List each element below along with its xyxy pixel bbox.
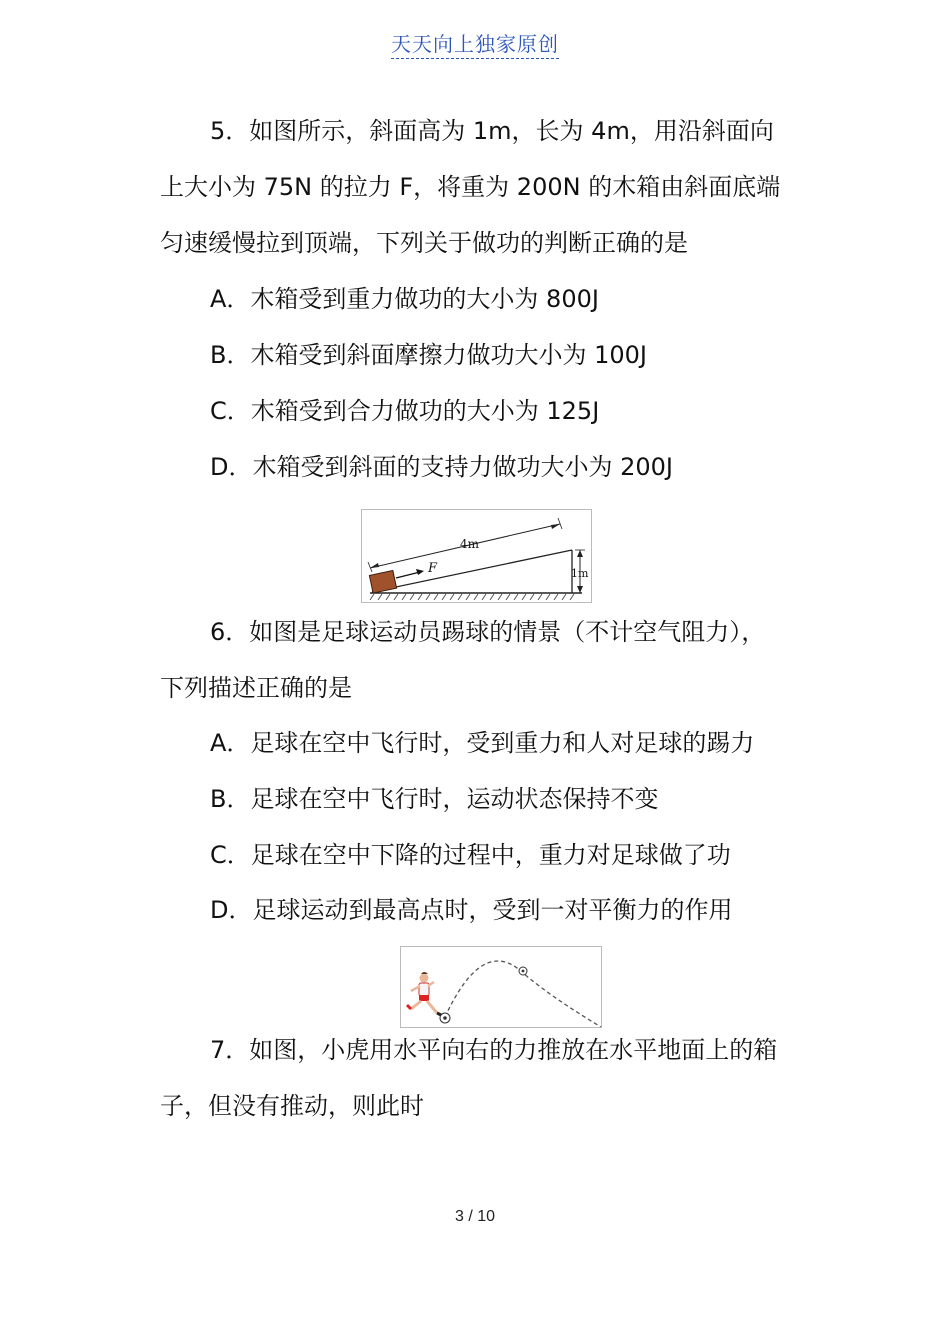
q5-stem-line3: 匀速缓慢拉到顶端，下列关于做功的判断正确的是 — [160, 229, 688, 257]
incline-diagram — [362, 510, 591, 602]
page-header — [0, 28, 950, 57]
q6-option-c: C．足球在空中下降的过程中，重力对足球做了功 — [210, 841, 731, 869]
q6-stem-line2: 下列描述正确的是 — [160, 674, 352, 702]
q5-option-b: B．木箱受到斜面摩擦力做功大小为 100J — [210, 341, 647, 369]
incline-slope — [372, 550, 572, 592]
q5-option-a: A．木箱受到重力做功的大小为 800J — [210, 285, 599, 313]
q6-option-a: A．足球在空中飞行时，受到重力和人对足球的踢力 — [210, 729, 755, 757]
q6-option-b: B．足球在空中飞行时，运动状态保持不变 — [210, 785, 659, 813]
height-label: 1m — [571, 567, 589, 580]
football-diagram — [401, 947, 601, 1027]
length-label: 4m — [460, 537, 480, 551]
football-player-icon — [407, 972, 441, 1015]
q5-stem-line2: 上大小为 75N 的拉力 F，将重为 200N 的木箱由斜面底端 — [160, 173, 781, 201]
q5-option-c: C．木箱受到合力做功的大小为 125J — [210, 397, 600, 425]
incline-figure — [361, 509, 592, 603]
force-label: F — [428, 561, 438, 576]
q7-stem-line2: 子，但没有推动，则此时 — [160, 1092, 424, 1120]
page-number: 3 / 10 — [454, 1208, 496, 1225]
force-arrowhead — [416, 569, 424, 575]
force-arrow — [396, 572, 420, 578]
ground-hatching — [370, 594, 574, 600]
q7-stem-line1: 7．如图，小虎用水平向右的力推放在水平地面上的箱 — [210, 1036, 778, 1064]
q5-option-d: D．木箱受到斜面的支持力做功大小为 200J — [210, 453, 673, 481]
length-arrowhead-left — [370, 563, 379, 568]
q6-stem-line1: 6．如图是足球运动员踢球的情景（不计空气阻力）， — [210, 618, 766, 646]
q6-option-d: D．足球运动到最高点时，受到一对平衡力的作用 — [210, 896, 733, 924]
header-title: 天天向上独家原创 — [391, 32, 559, 59]
length-arrowhead-right — [551, 524, 560, 529]
wooden-box — [369, 570, 396, 593]
q5-stem-line1: 5．如图所示，斜面高为 1m，长为 4m，用沿斜面向 — [210, 117, 774, 145]
football-figure — [400, 946, 602, 1028]
